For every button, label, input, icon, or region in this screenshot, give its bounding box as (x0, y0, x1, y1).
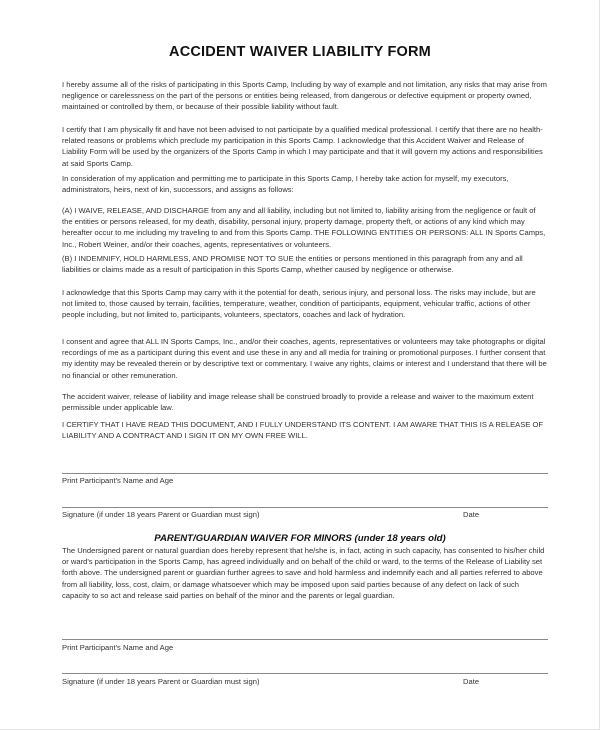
paragraph-construed-broadly: The accident waiver, release of liability and image release shall be construed broadly to provide a release and waiver to the maximum extent permissible under applicable law. (62, 392, 534, 413)
minors-section-title: PARENT/GUARDIAN WAIVER FOR MINORS (under 18 years old) (154, 533, 446, 544)
participant-name-label: Print Participant's Name and Age (62, 476, 174, 485)
paragraph-guardian-waiver: The Undersigned parent or natural guardian does hereby represent that he/she is, in fact, acting in such capacity, has consented to his/her child or ward's participation in the Sports Camp, has agreed individually and on behalf of the child or ward, to the terms of the Release of Liability set forth above. The undersigned parent or guardian further agrees to save and hold harmless and indemnify each and all parties referred to above from all liability, loss, cost, claim, or damage whatsoever which may be imposed upon said parties because of any defect on lack of such capacity to so act and release said parties on behalf of the minor and the parents or legal guardian. (62, 546, 545, 600)
guardian-date-label: Date (463, 677, 480, 686)
paragraph-acknowledge-risks: I acknowledge that this Sports Camp may carry with it the potential for death, serious injury, and personal loss. The risks may include, but are not limited to, those caused by terrain, facilities, temperature, weather, condition of participants, equipment, vehicular traffic, actions of other people including, but not limited to, participants, volunteers, spectators, coaches and lack of hydration. (62, 288, 536, 320)
date-label: Date (463, 510, 480, 519)
guardian-signature-line[interactable] (62, 673, 548, 674)
paragraph-fitness-certification: I certify that I am physically fit and have not been advised to not participate by a qualified medical professional. I certify that there are no health-related reasons or problems which preclude my participation in this Sports Camp. I acknowledge that this Accident Waiver and Release of Liability Form will be used by the organizers of the Sports Camp in which I may participate and that it will govern my actions and responsibilities at said Sports Camp. (62, 125, 543, 168)
participant-name-line[interactable] (62, 473, 548, 474)
paragraph-waiver-release: (A) I WAIVE, RELEASE, AND DISCHARGE from any and all liability, including but not limited to, liability arising from the negligence or fault of the entities or persons released, for my death, disability, personal injury, property damage, property theft, or actions of any kind which may hereafter occur to me including my traveling to and from this Sports Camp. THE FOLLOWING ENTITIES OR PERSONS: ALL IN Sports Camps, Inc., Robert Weiner, and/or their coaches, agents, representatives or volunteers. (62, 206, 546, 249)
form-title: ACCIDENT WAIVER LIABILITY FORM (169, 44, 431, 60)
paragraph-certify-read: I CERTIFY THAT I HAVE READ THIS DOCUMENT, AND I FULLY UNDERSTAND ITS CONTENT. I AM AWARE THAT THIS IS A RELEASE OF LIABILITY AND A CONTRACT AND I SIGN IT ON MY OWN FREE WILL. (62, 420, 544, 441)
minor-participant-name-label: Print Participant's Name and Age (62, 643, 174, 652)
signature-line[interactable] (62, 507, 548, 508)
paragraph-indemnify: (B) I INDEMNIFY, HOLD HARMLESS, AND PROMISE NOT TO SUE the entities or persons mentioned in this paragraph from any and all liabilities or claims made as a result of participation in this Sports Camp, whether caused by negligence or otherwise. (62, 254, 523, 275)
guardian-signature-label: Signature (if under 18 years Parent or Guardian must sign) (62, 677, 260, 686)
paragraph-consideration: In consideration of my application and permitting me to participate in this Sports Camp, I hereby take action for myself, my executors, administrators, heirs, next of kin, successors, and assigns as follows: (62, 174, 509, 195)
signature-label: Signature (if under 18 years Parent or Guardian must sign) (62, 510, 260, 519)
minor-participant-name-line[interactable] (62, 639, 548, 640)
paragraph-assumption-of-risk: I hereby assume all of the risks of participating in this Sports Camp, Including by way of example and not limitation, any risks that may arise from negligence or carelessness on the part of the persons or entities being released, from dangerous or defective equipment or property owned, maintained or controlled by them, or because of their possible liability without fault. (62, 80, 547, 112)
paragraph-image-consent: I consent and agree that ALL IN Sports Camps, Inc., and/or their coaches, agents, representatives or volunteers may take photographs or digital recordings of me as a participant during this event and use these in any and all media for training or promotional purposes. I further consent that my identity may be revealed therein or by descriptive text or commentary. I waive any rights, claims or interest and I understand that there will be no financial or other remuneration. (62, 337, 547, 380)
